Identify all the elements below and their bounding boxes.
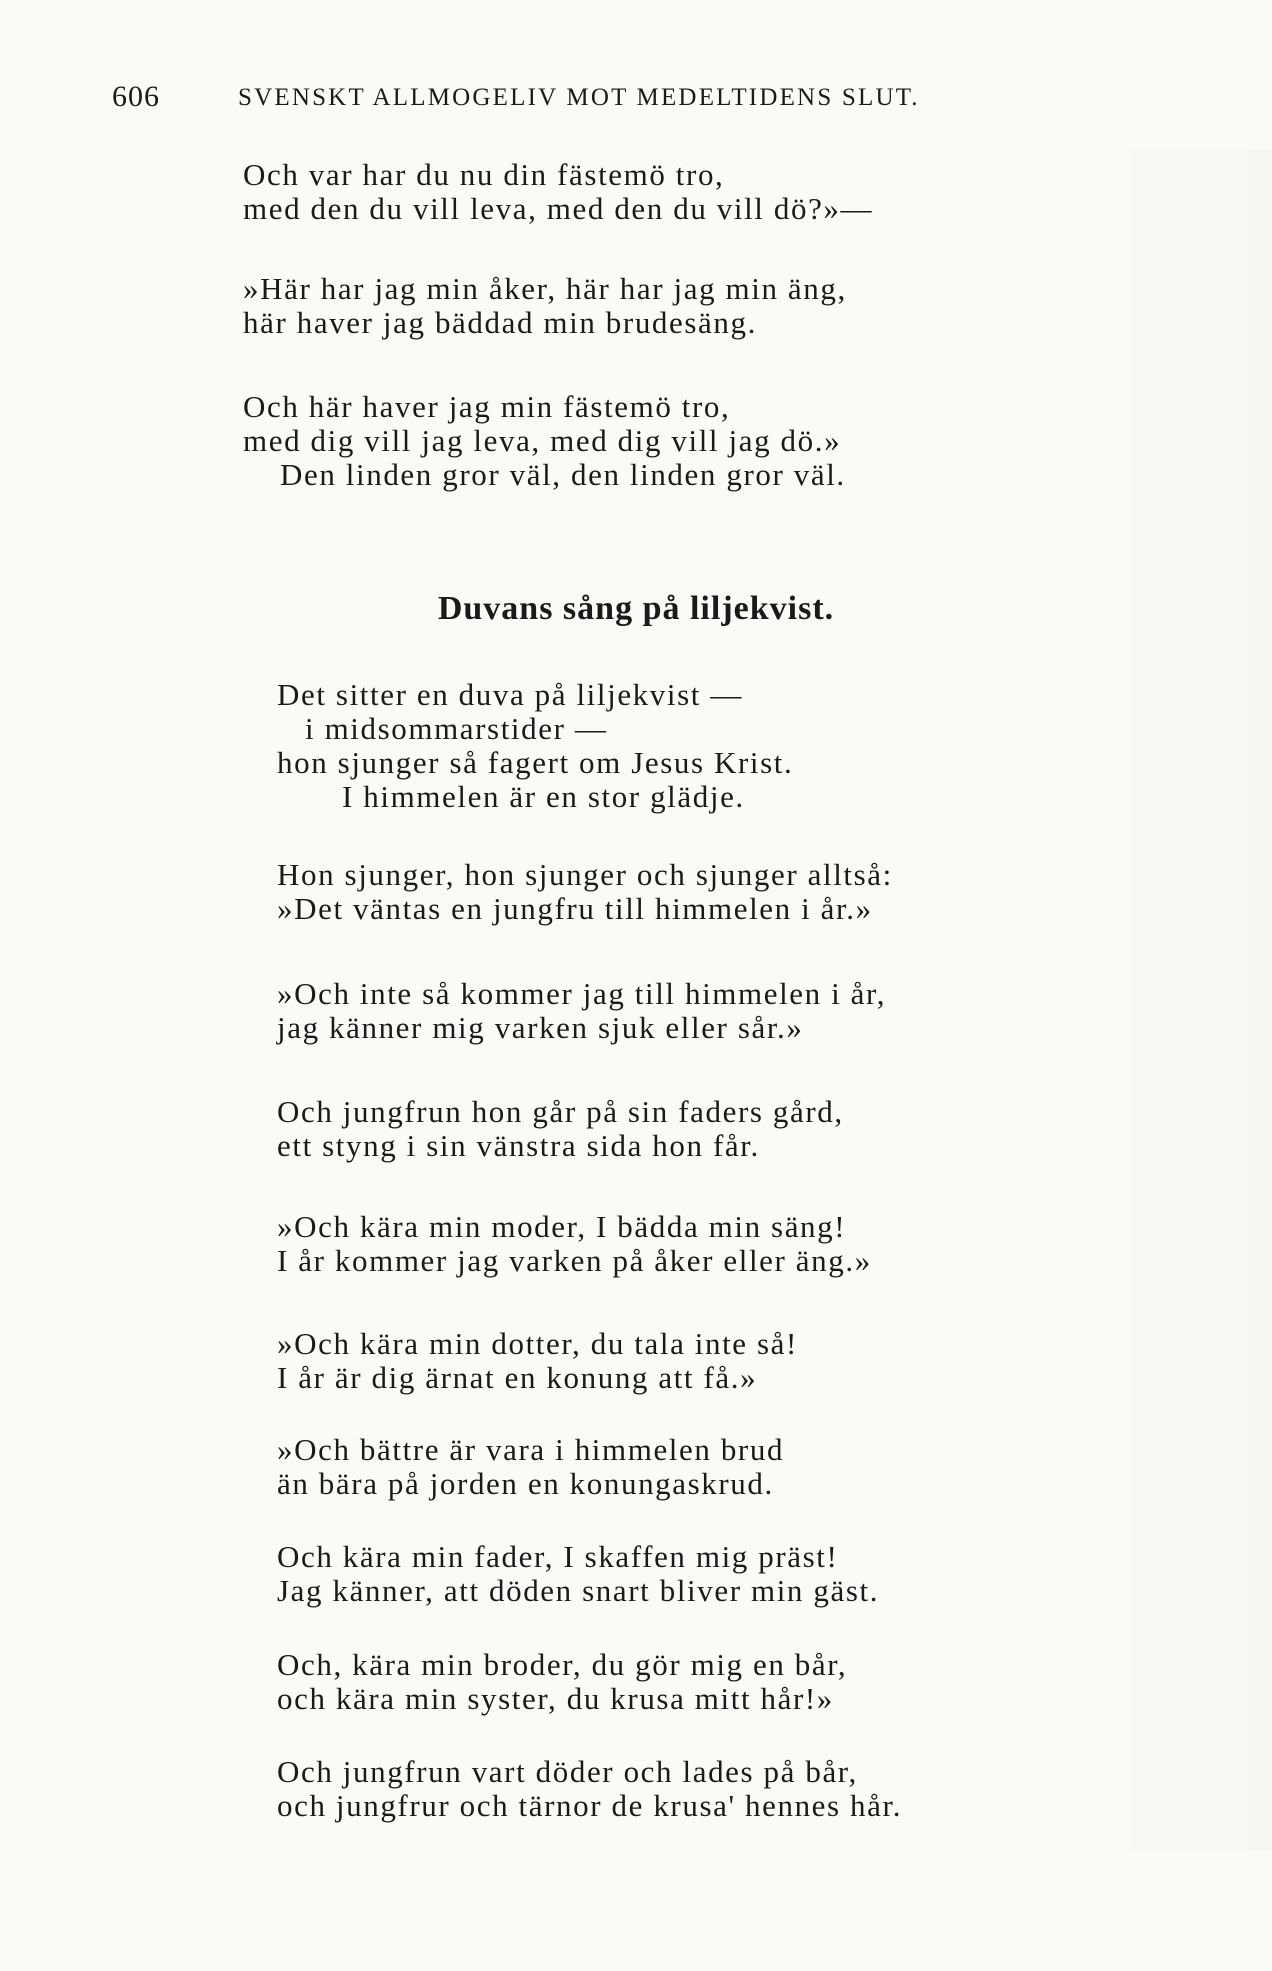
page-header bbox=[0, 80, 1272, 120]
verse-line: Och kära min fader, I skaffen mig präst! bbox=[277, 1539, 839, 1574]
bleed-through-shadow bbox=[1042, 150, 1272, 1850]
stanza bbox=[243, 272, 847, 340]
verse-line: Och, kära min broder, du gör mig en bår, bbox=[277, 1647, 848, 1682]
verse-line: »Här har jag min åker, här har jag min äng, bbox=[243, 271, 847, 306]
verse-line: och kära min syster, du krusa mitt hår!» bbox=[277, 1681, 834, 1716]
stanza bbox=[277, 1210, 872, 1278]
stanza bbox=[277, 1327, 798, 1395]
refrain-line: Den linden gror väl, den linden gror väl. bbox=[280, 457, 846, 492]
verse-line: »Det väntas en jungfru till himmelen i år.» bbox=[277, 891, 873, 926]
verse-line: ett styng i sin vänstra sida hon får. bbox=[277, 1128, 760, 1163]
verse-line: med dig vill jag leva, med dig vill jag dö.» bbox=[243, 423, 842, 458]
verse-line: Och var har du nu din fästemö tro, bbox=[243, 157, 725, 192]
verse-line: Och här haver jag min fästemö tro, bbox=[243, 389, 731, 424]
verse-line: »Och bättre är vara i himmelen brud bbox=[277, 1432, 785, 1467]
verse-line: med den du vill leva, med den du vill dö?»— bbox=[243, 191, 874, 226]
stanza bbox=[277, 1755, 902, 1823]
verse-line: I år kommer jag varken på åker eller äng.» bbox=[277, 1243, 872, 1278]
verse-line: Och jungfrun vart döder och lades på bår, bbox=[277, 1754, 858, 1789]
verse-line: hon sjunger så fagert om Jesus Krist. bbox=[277, 745, 794, 780]
stanza bbox=[243, 158, 873, 226]
verse-line: här haver jag bäddad min brudesäng. bbox=[243, 305, 757, 340]
verse-line: Jag känner, att döden snart bliver min gäst. bbox=[277, 1573, 880, 1608]
stanza bbox=[277, 678, 793, 814]
stanza bbox=[277, 1648, 847, 1716]
stanza bbox=[277, 1433, 784, 1501]
verse-line: Det sitter en duva på liljekvist — bbox=[277, 677, 743, 712]
stanza bbox=[277, 1095, 844, 1163]
stanza bbox=[277, 977, 886, 1045]
verse-line: och jungfrur och tärnor de krusa' hennes hår. bbox=[277, 1788, 903, 1823]
running-title: SVENSKT ALLMOGELIV MOT MEDELTIDENS SLUT. bbox=[238, 84, 920, 111]
stanza bbox=[243, 390, 846, 492]
refrain-line: i midsommarstider — bbox=[305, 711, 608, 746]
page-number: 606 bbox=[112, 80, 160, 113]
verse-line: »Och inte så kommer jag till himmelen i år, bbox=[277, 976, 887, 1011]
verse-line: jag känner mig varken sjuk eller sår.» bbox=[277, 1010, 804, 1045]
verse-line: än bära på jorden en konungaskrud. bbox=[277, 1466, 774, 1501]
verse-line: Hon sjunger, hon sjunger och sjunger alltså: bbox=[277, 857, 893, 892]
verse-line: Och jungfrun hon går på sin faders gård, bbox=[277, 1094, 844, 1129]
stanza bbox=[277, 858, 893, 926]
verse-line: »Och kära min moder, I bädda min säng! bbox=[277, 1209, 847, 1244]
verse-line: I år är dig ärnat en konung att få.» bbox=[277, 1360, 758, 1395]
verse-line: »Och kära min dotter, du tala inte så! bbox=[277, 1326, 798, 1361]
section-title: Duvans sång på liljekvist. bbox=[437, 590, 835, 627]
refrain-line: I himmelen är en stor glädje. bbox=[342, 779, 745, 814]
stanza bbox=[277, 1540, 879, 1608]
